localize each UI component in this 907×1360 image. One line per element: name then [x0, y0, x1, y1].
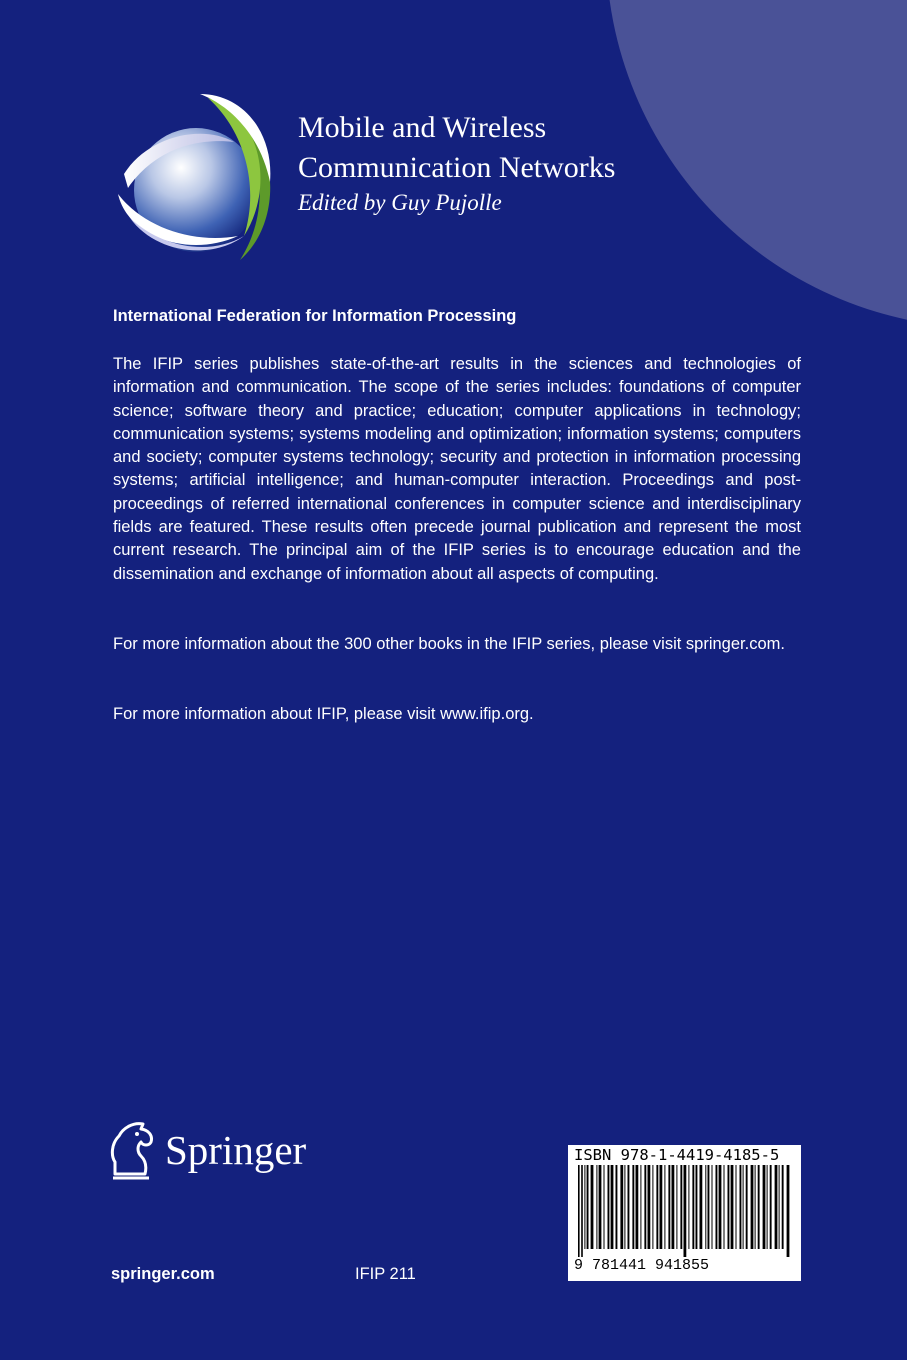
publisher-name: Springer — [165, 1127, 307, 1173]
barcode-bar — [736, 1165, 737, 1249]
barcode-bar — [746, 1165, 748, 1249]
globe-logo-icon — [104, 90, 284, 280]
isbn-label: ISBN 978-1-4419-4185-5 — [574, 1146, 780, 1164]
barcode-bar — [664, 1165, 665, 1249]
barcode-bar — [648, 1165, 651, 1249]
barcode-bar — [620, 1165, 623, 1249]
barcode-bar — [719, 1165, 722, 1249]
barcode-bar — [676, 1165, 677, 1249]
barcode-bar — [724, 1165, 725, 1249]
series-heading: International Federation for Information Processing — [113, 307, 517, 325]
barcode-bar — [632, 1165, 634, 1249]
barcode-digits: 9 781441 941855 — [574, 1257, 710, 1274]
barcode-bar — [696, 1165, 698, 1249]
barcode-bar — [644, 1165, 646, 1249]
barcode-bar — [767, 1165, 768, 1249]
barcode-bar — [640, 1165, 641, 1249]
decorative-circle — [606, 0, 907, 328]
ifip-info: For more information about IFIP, please visit www.ifip.org. — [113, 705, 534, 723]
barcode-bar — [758, 1165, 760, 1249]
isbn-barcode — [568, 1145, 801, 1281]
barcode-bar — [636, 1165, 639, 1249]
barcode-bar — [779, 1165, 780, 1249]
series-volume: IFIP 211 — [355, 1265, 416, 1283]
barcode-bar — [740, 1165, 742, 1249]
barcode-bar — [782, 1165, 784, 1249]
barcode-bar — [684, 1165, 687, 1257]
barcode-bar — [672, 1165, 675, 1249]
barcode-bar — [608, 1165, 610, 1249]
barcode-bar — [787, 1165, 790, 1257]
book-title-block — [298, 108, 615, 218]
barcode-bar — [763, 1165, 766, 1249]
barcode-bar — [624, 1165, 625, 1249]
springer-horse-icon — [107, 1118, 163, 1182]
barcode-bar — [616, 1165, 618, 1249]
barcode-bar — [692, 1165, 694, 1249]
barcode-bar — [596, 1165, 597, 1249]
barcode-bar — [587, 1165, 589, 1249]
book-editor: Edited by Guy Pujolle — [298, 190, 502, 215]
barcode-bar — [751, 1165, 754, 1249]
barcode-bar — [680, 1165, 682, 1249]
barcode-bar — [731, 1165, 734, 1249]
barcode-bar — [599, 1165, 602, 1249]
barcode-bar — [775, 1165, 778, 1249]
barcode-bar — [743, 1165, 744, 1249]
barcode-bar — [578, 1165, 580, 1257]
barcode-bar — [611, 1165, 614, 1249]
barcode-bar — [705, 1165, 706, 1249]
barcode-bar — [656, 1165, 658, 1249]
series-books-info: For more information about the 300 other books in the IFIP series, please visit springer.com. — [113, 635, 785, 653]
barcode-bar — [581, 1165, 583, 1257]
barcode-bar — [712, 1165, 713, 1249]
barcode-bar — [591, 1165, 594, 1249]
barcode-bar — [604, 1165, 605, 1249]
barcode-bar — [770, 1165, 772, 1249]
barcode-bar — [700, 1165, 703, 1249]
book-title-line-2: Communication Networks — [298, 151, 616, 184]
barcode-bar — [708, 1165, 710, 1249]
book-title-line-1: Mobile and Wireless — [298, 111, 547, 144]
barcode-bar — [660, 1165, 663, 1249]
barcode-bars — [576, 1165, 794, 1257]
barcode-bar — [688, 1165, 689, 1249]
barcode-bar — [668, 1165, 670, 1249]
barcode-bar — [628, 1165, 630, 1249]
barcode-bar — [652, 1165, 653, 1249]
barcode-bar — [755, 1165, 756, 1249]
barcode-bar — [584, 1165, 585, 1249]
springer-logo — [107, 1118, 317, 1182]
barcode-bar — [716, 1165, 718, 1249]
barcode-bar — [728, 1165, 730, 1249]
publisher-url: springer.com — [111, 1265, 215, 1283]
series-description: The IFIP series publishes state-of-the-art results in the sciences and technologies of information and communication. The scope of the series includes: foundations of computer science; software theory and practice; education; computer applications in technology; communication systems; systems modeling and optimization; information systems; computers and society; computer systems technology; security and protection in information processing systems; artificial intelligence; and human-computer interaction. Proceedings and post-proceedings of referred international conferences in computer science and interdisciplinary fields are featured. These results often precede journal publication and represent the most current research. The principal aim of the IFIP series is to encourage education and the dissemination and exchange of information about all aspects of computing. — [113, 355, 801, 583]
